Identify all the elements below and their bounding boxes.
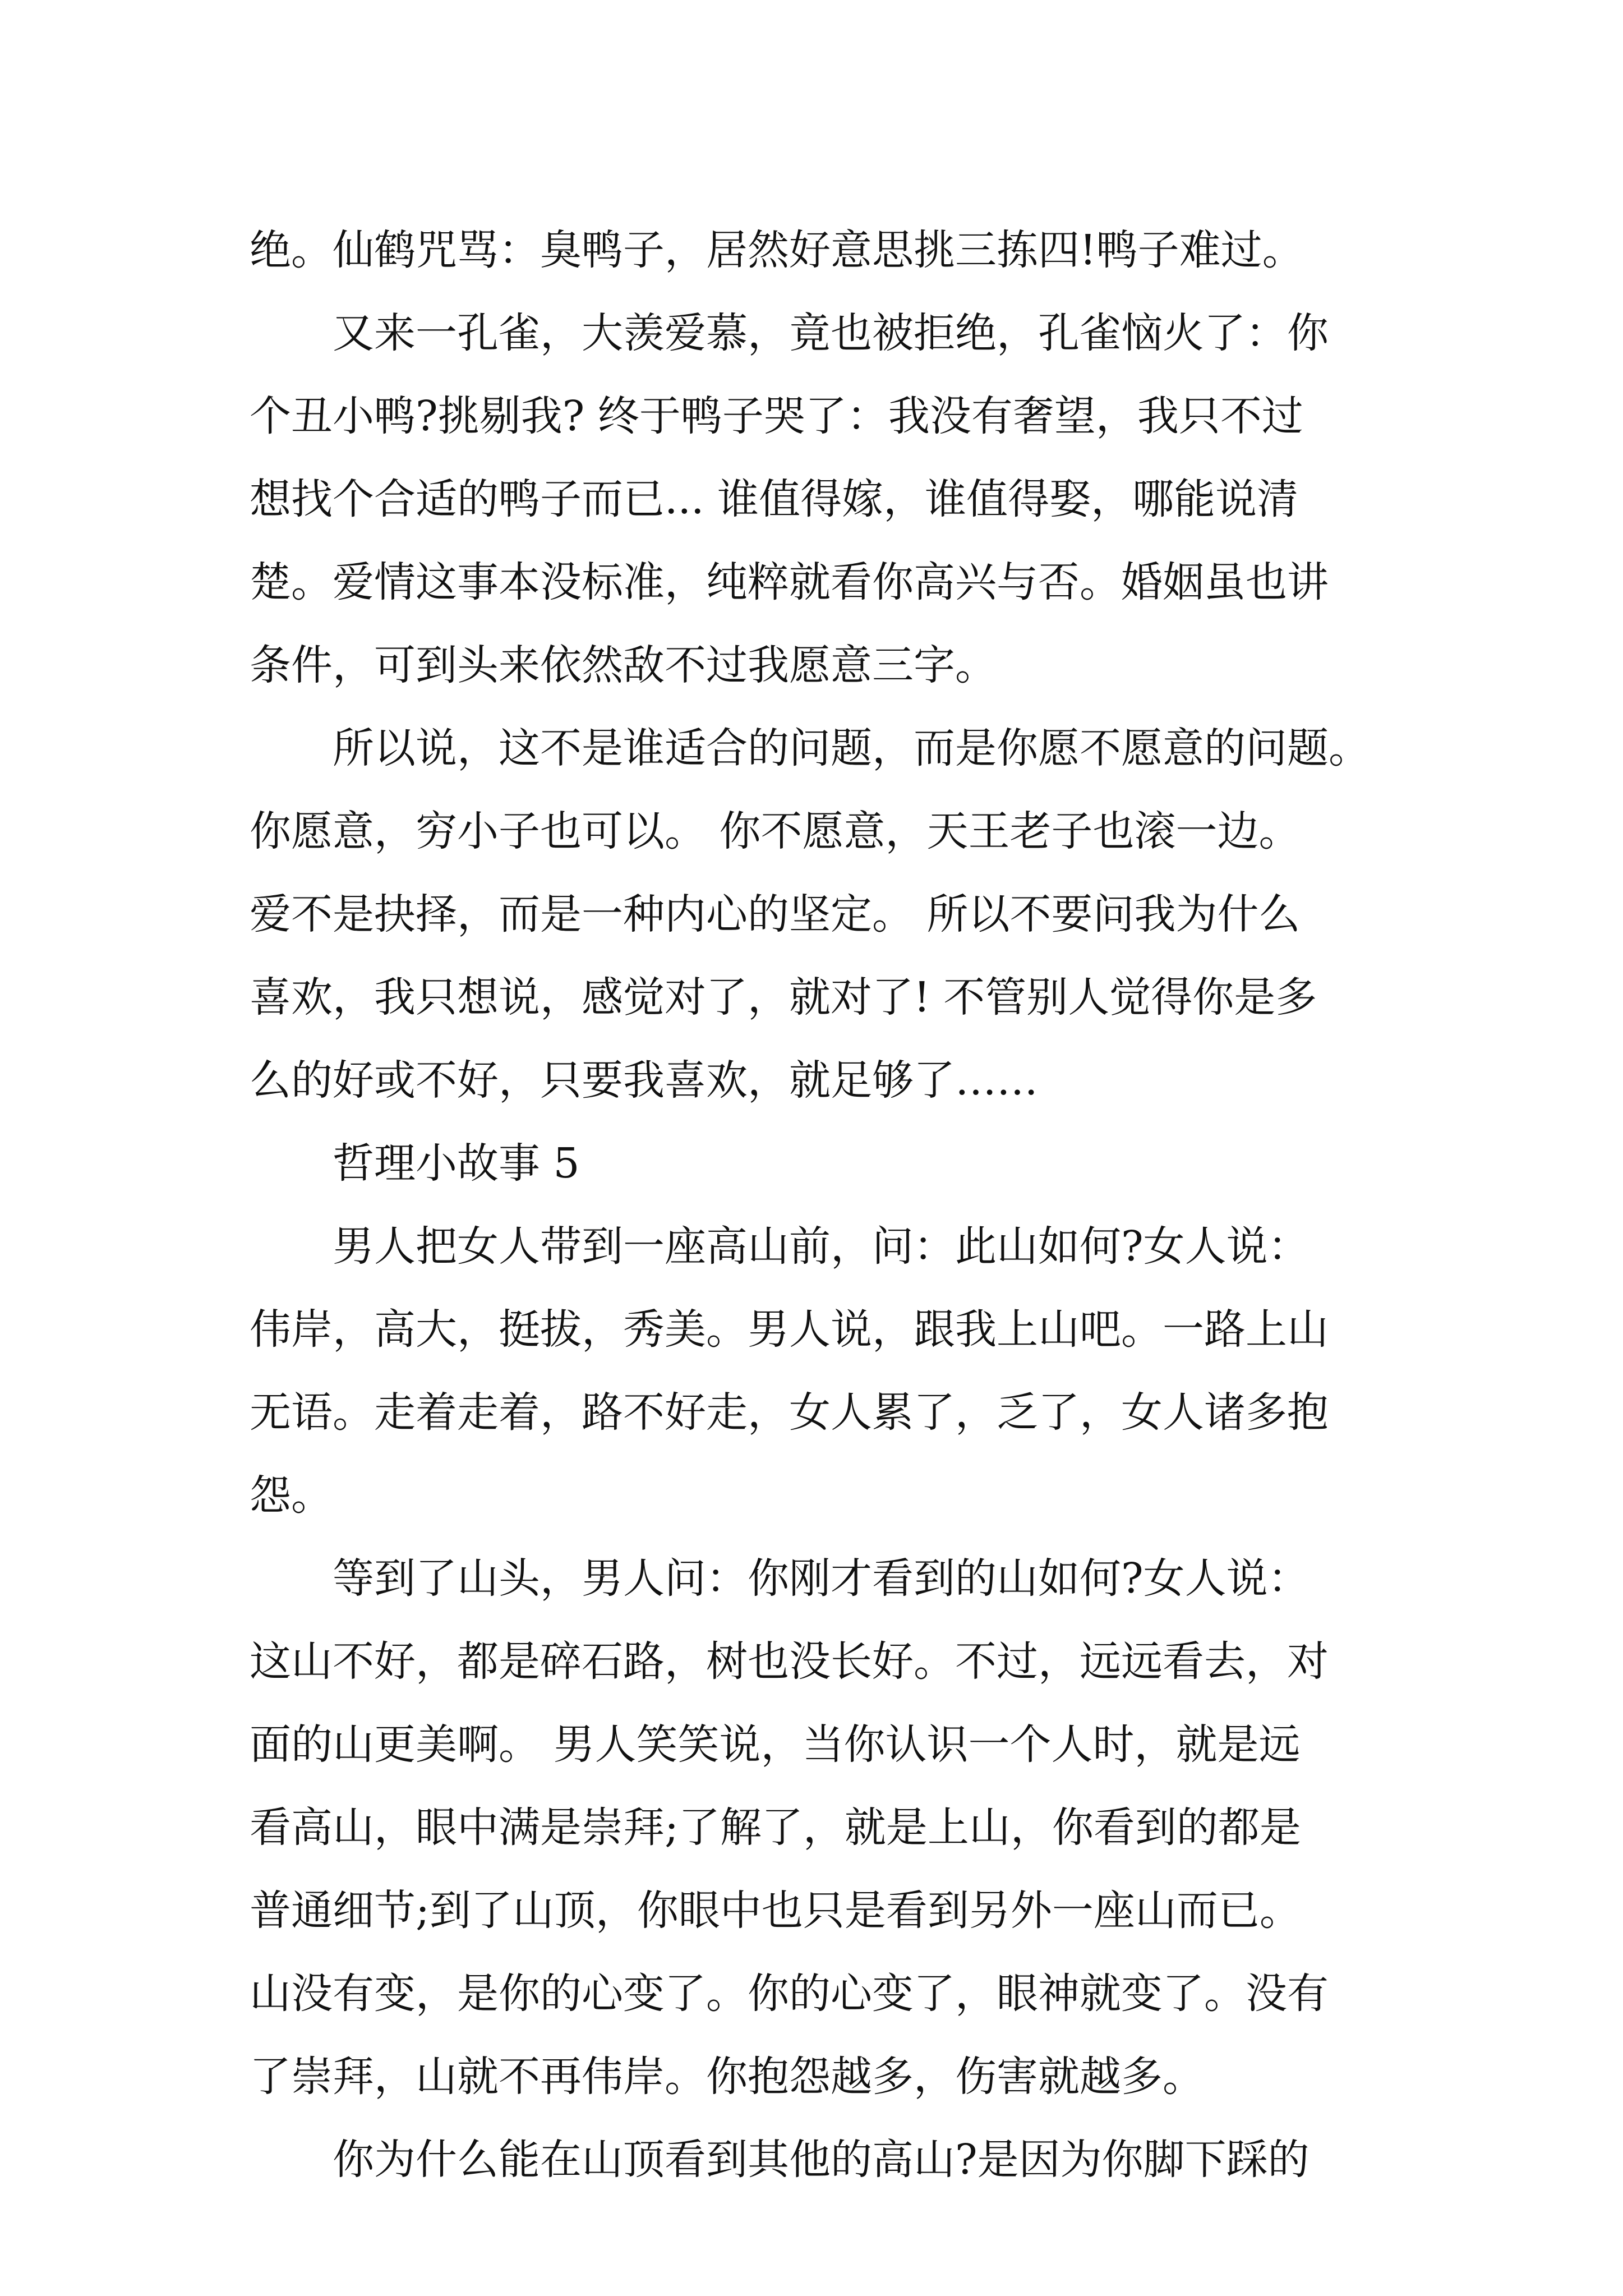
text-line: 怨。 <box>250 1471 333 1520</box>
text-line: 了崇拜，山就不再伟岸。你抱怨越多，伤害就越多。 <box>250 2053 1204 2101</box>
text-line: 等到了山头，男人问：你刚才看到的山如何?女人说： <box>250 1554 1310 1603</box>
text-line: 条件，可到头来依然敌不过我愿意三字。 <box>250 641 997 689</box>
text-line: 哲理小故事 5 <box>250 1139 580 1188</box>
text-line: 喜欢，我只想说，感觉对了，就对了! 不管别人觉得你是多 <box>250 973 1317 1022</box>
text-line: 这山不好，都是碎石路，树也没长好。不过，远远看去，对 <box>250 1637 1329 1686</box>
text-line: 看高山，眼中满是崇拜;了解了，就是上山，你看到的都是 <box>250 1803 1301 1852</box>
text-line: 面的山更美啊。 男人笑笑说，当你认识一个人时，就是远 <box>250 1720 1301 1769</box>
paragraph <box>250 209 1382 292</box>
text-line: 你愿意，穷小子也可以。 你不愿意，天王老子也滚一边。 <box>250 807 1301 855</box>
text-line: 你为什么能在山顶看到其他的高山?是因为你脚下踩的 <box>250 2136 1310 2184</box>
text-line: 普通细节;到了山顶，你眼中也只是看到另外一座山而已。 <box>250 1887 1301 1935</box>
text-line: 个丑小鸭?挑剔我? 终于鸭子哭了：我没有奢望，我只不过 <box>250 392 1303 440</box>
paragraph <box>250 707 1382 1122</box>
document-body <box>250 209 1382 2201</box>
paragraph <box>250 1537 1382 2118</box>
text-line: 所以说，这不是谁适合的问题，而是你愿不愿意的问题。 <box>250 724 1370 772</box>
text-line: 么的好或不好，只要我喜欢，就足够了…… <box>250 1056 1038 1105</box>
text-line: 爱不是抉择，而是一种内心的坚定。 所以不要问我为什么 <box>250 890 1301 938</box>
paragraph <box>250 1205 1382 1537</box>
paragraph <box>250 292 1382 707</box>
text-line: 男人把女人带到一座高山前，问：此山如何?女人说： <box>250 1222 1310 1271</box>
text-line: 想找个合适的鸭子而已... 谁值得嫁，谁值得娶，哪能说清 <box>250 475 1299 523</box>
paragraph <box>250 1122 1382 1205</box>
text-line: 山没有变，是你的心变了。你的心变了，眼神就变了。没有 <box>250 1970 1329 2018</box>
text-line: 无语。走着走着，路不好走，女人累了，乏了，女人诸多抱 <box>250 1388 1329 1437</box>
text-line: 楚。爱情这事本没标准，纯粹就看你高兴与否。婚姻虽也讲 <box>250 558 1329 606</box>
text-line: 又来一孔雀，大羡爱慕，竟也被拒绝，孔雀恼火了：你 <box>250 309 1329 357</box>
text-line: 伟岸，高大，挺拔，秀美。男人说，跟我上山吧。一路上山 <box>250 1305 1329 1354</box>
paragraph <box>250 2118 1382 2201</box>
text-line: 绝。仙鹤咒骂：臭鸭子，居然好意思挑三拣四!鸭子难过。 <box>250 226 1304 274</box>
